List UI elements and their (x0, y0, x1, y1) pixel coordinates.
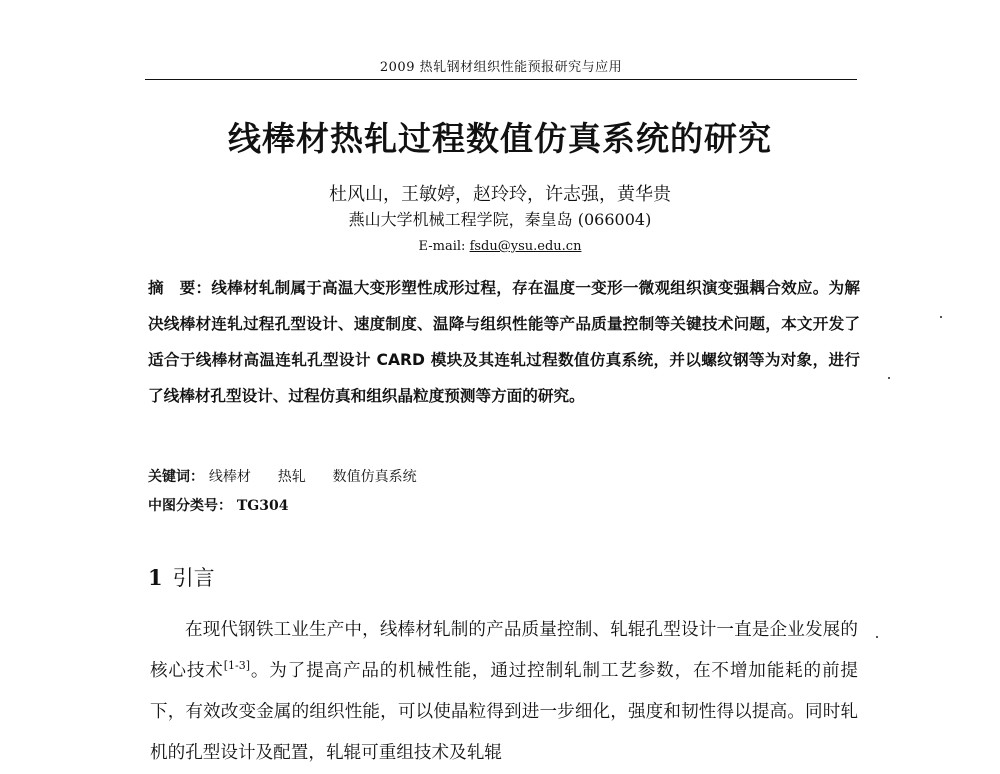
header-rule (145, 79, 857, 80)
email-label: E-mail: (418, 239, 466, 254)
abstract-text: 线棒材轧制属于高温大变形塑性成形过程，存在温度一变形一微观组织演变强耦合效应。为解决线棒材连轧过程孔型设计、速度制度、温降与组织性能等产品质量控制等关键技术问题，本文开发了适合于线棒材高温连轧孔型设计 CARD 模块及其连轧过程数值仿真系统，并以螺纹钢等为对象，进行了线棒材孔型设计、过程仿真和组织晶粒度预测等方面的研究。 (148, 279, 860, 405)
classification-code: TG304 (236, 498, 289, 514)
body-text-part2: 。为了提高产品的机械性能，通过控制轧制工艺参数，在不增加能耗的前提下，有效改变金属的组织性能，可以使晶粒得到进一步细化，强度和韧性得以提高。同时轧机的孔型设计及配置，轧辊可重组技术及轧辊 (150, 661, 858, 763)
classification-label: 中图分类号： (148, 498, 232, 514)
email-line (100, 239, 900, 254)
body-text-part1: 在现代钢铁工业生产中，线棒材轧制的产品质量控制、轧辊孔型设计一直是企业发展的核心技术 (150, 620, 858, 681)
affiliation: 燕山大学机械工程学院，秦皇岛 (066004) (348, 210, 652, 229)
keywords-line (148, 466, 439, 486)
running-header: 2009 热轧钢材组织性能预报研究与应用 (379, 60, 623, 75)
scan-speck (888, 377, 890, 379)
keyword-item: 数值仿真系统 (332, 469, 417, 485)
citation[interactable]: [1-3] (223, 659, 250, 673)
keyword-item: 线棒材 (208, 469, 251, 485)
scan-speck (940, 316, 942, 318)
section-title: 引言 (172, 566, 215, 590)
section-number: 1 (148, 565, 163, 590)
abstract (148, 270, 860, 414)
body-paragraph (150, 610, 858, 774)
abstract-label: 摘 要： (148, 278, 212, 297)
author-list: 杜风山，王敏婷，赵玲玲，许志强，黄华贵 (329, 184, 671, 205)
keywords-label: 关键词： (148, 469, 204, 485)
email-link[interactable]: fsdu@ysu.edu.cn (469, 239, 582, 254)
paper-title: 线棒材热轧过程数值仿真系统的研究 (228, 119, 772, 158)
classification-line (148, 495, 288, 515)
section-heading (148, 562, 215, 592)
keyword-item: 热轧 (277, 469, 306, 485)
scan-speck (876, 636, 878, 638)
